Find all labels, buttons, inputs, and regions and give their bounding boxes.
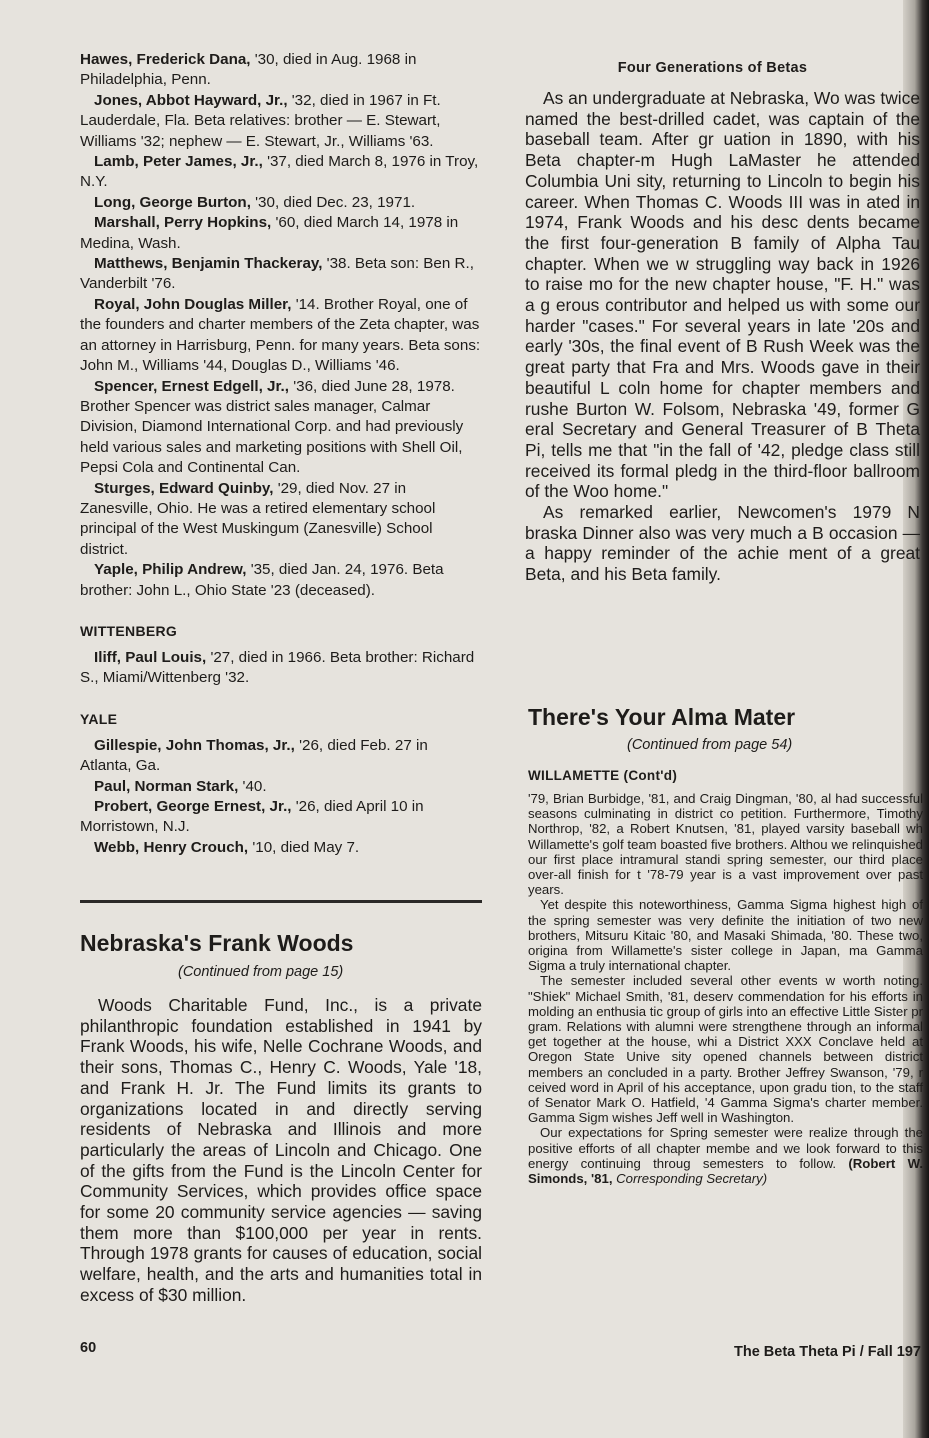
obituary-entry [80, 193, 482, 213]
obituary-entry [80, 91, 482, 152]
obituary-name: Royal, John Douglas Miller, [94, 295, 292, 313]
article-paragraph: Woods Charitable Fund, Inc., is a private philanthropic foundation established in 1941 by Frank Woods, his wife, Nelle Cochrane Woods, and their sons, Thomas C., Henry C. Woods, Yale '18, and Frank H. Jr. The Fund limits its grants to organizations located in and directly serving residents of Nebraska and Illinois and more particularly the areas of Lincoln and Chicago. One of the gifts from the Fund is the Lincoln Center for Community Services, which provides office space for some 20 community service agencies — saving them more than $100,000 per year in rents. Through 1978 grants for causes of education, social welfare, health, and the arts and humanities total in excess of $30 million. [80, 995, 482, 1305]
article-paragraph: Yet despite this noteworthiness, Gamma Sigma highest high of the spring semester was very definite the initiation of two new brothers, Mitsuru Kitaic '80, and Masaki Shimada, '80. These two, origina from Willamette's sister college in Japan, ma Gamma Sigma a truly international chapter. [528, 897, 923, 974]
obituary-details: '36, died June 28, 1978. Brother Spencer was district sales manager, Calmar Division, Diamond International Corp. and had previously held various sales and marketing positions with Shell Oil, Pepsi Cola and Continental Can. [80, 377, 464, 477]
obituary-name: Webb, Henry Crouch, [94, 838, 249, 856]
article-paragraph: Our expectations for Spring semester were realize through the positive efforts of all chapter membe and we look forward to this energy continuing throug semesters to follow. (Robert W. Simonds, '81, Corresponding Secretary) [528, 1125, 923, 1187]
section-heading-wittenberg: WITTENBERG [80, 622, 178, 639]
sidebar-body-four-generations [525, 88, 920, 585]
obituary-entry [80, 479, 482, 561]
obituary-name: Jones, Abbot Hayward, Jr., [94, 91, 288, 109]
obituary-entry [80, 736, 482, 777]
obituary-entry [80, 777, 482, 797]
obituary-details: '27, died in 1966. Beta brother: Richard S., Miami/Wittenberg '32. [80, 648, 475, 687]
article-body-alma-mater [528, 791, 923, 1186]
obituary-details: '26, died Feb. 27 in Atlanta, Ga. [80, 736, 428, 775]
obituary-entry [80, 648, 482, 689]
continued-note-nebraska: (Continued from page 15) [178, 964, 344, 980]
section-heading-yale: YALE [80, 710, 118, 727]
obituary-list-wittenberg [80, 648, 482, 689]
obituary-entry [80, 295, 482, 377]
article-title-nebraska: Nebraska's Frank Woods [80, 930, 354, 956]
sidebar-paragraph: As remarked earlier, Newcomen's 1979 N braska Dinner also was very much a B occasion — a happy reminder of the achie ment of a great Beta, and his Beta family. [525, 502, 920, 585]
obituary-entry [80, 254, 482, 295]
obituary-name: Gillespie, John Thomas, Jr., [94, 736, 295, 754]
section-heading-willamette: WILLAMETTE (Cont'd) [528, 768, 678, 783]
obituary-name: Yaple, Philip Andrew, [94, 561, 247, 579]
obituary-details: '37, died March 8, 1976 in Troy, N.Y. [80, 153, 479, 191]
obituary-name: Marshall, Perry Hopkins, [94, 214, 272, 232]
obituary-list [80, 50, 482, 601]
left-column [80, 50, 482, 858]
obituary-entry [80, 377, 482, 479]
continued-note-alma-mater: (Continued from page 54) [627, 737, 793, 753]
obituary-entry [80, 797, 482, 838]
signature-name: (Robert W. Simonds, '81, [528, 1155, 923, 1187]
obituary-details: '29, died Nov. 27 in Zanesville, Ohio. He was a retired elementary school principal of the West Muskingum (Zanesville) School district. [80, 479, 436, 558]
obituary-name: Paul, Norman Stark, [94, 777, 239, 795]
obituary-name: Lamb, Peter James, Jr., [94, 153, 263, 171]
obituary-details: '26, died April 10 in Morristown, N.J. [80, 798, 424, 836]
obituary-details: '10, died May 7. [248, 838, 360, 856]
article-paragraph: '79, Brian Burbidge, '81, and Craig Dingman, '80, al had successful seasons culminating in district co petition. Furthermore, Timothy Northrop, '82, a Robert Knutsen, '81, played varsity baseball wh Willamette's golf team boasted five brothers. Althou we relinquished our first place intramural standi spring semester, our third place over-all finish for t '78-79 year is a vast improvement over past years. [528, 791, 923, 898]
right-column [525, 60, 920, 585]
obituary-entry [80, 213, 482, 254]
section-divider-rule [80, 900, 482, 903]
obituary-details: '38. Beta son: Ben R., Vanderbilt '76. [80, 255, 474, 293]
signature-role: Corresponding Secretary) [612, 1171, 768, 1187]
obituary-name: Hawes, Frederick Dana, [80, 51, 251, 68]
obituary-name: Probert, George Ernest, Jr., [94, 798, 292, 815]
obituary-name: Long, George Burton, [94, 193, 251, 211]
obituary-name: Iliff, Paul Louis, [94, 648, 207, 666]
article-body-nebraska [80, 995, 482, 1306]
page-number: 60 [80, 1340, 97, 1356]
obituary-list-yale [80, 736, 482, 858]
sidebar-title-four-generations: Four Generations of Betas [617, 60, 808, 76]
obituary-entry [80, 152, 482, 193]
obituary-name: Matthews, Benjamin Thackeray, [94, 255, 323, 273]
obituary-entry [80, 50, 482, 91]
obituary-details: '14. Brother Royal, one of the founders and charter members of the Zeta chapter, was an attorney in Harrisburg, Penn. for many years. Beta sons: John M., Williams '44, Douglas D., Williams '46. [80, 295, 481, 375]
obituary-details: '60, died March 14, 1978 in Medina, Wash. [80, 214, 459, 252]
magazine-footer: The Beta Theta Pi / Fall 197 [734, 1344, 921, 1360]
obituary-name: Spencer, Ernest Edgell, Jr., [94, 377, 289, 395]
obituary-details: '30, died Dec. 23, 1971. [250, 193, 416, 211]
sidebar-paragraph: As an undergraduate at Nebraska, Wo was twice named the best-drilled cadet, was captain of the baseball team. After gr uation in 1890, with his Beta chapter-m Hugh LaMaster he attended Columbia Uni sity, returning to Lincoln to begin his career. When Thomas C. Woods III was in ated in 1974, Frank Woods and his desc dents became the first four-generation B family of Alpha Tau chapter. When we w struggling way back in 1926 to raise mo for the new chapter house, "F. H." was a g erous contributor and helped us with some our harder "cases." For several years in late '20s and early '30s, the final event of B Rush Week was the great party that Fra and Mrs. Woods gave in their beautiful L coln home for chapter members and rushe Burton W. Folsom, Nebraska '49, former G eral Secretary and General Treasurer of B Theta Pi, tells me that "in the fall of '42, pledge class still received its formal pledg in the third-floor ballroom of the Woo home." [525, 88, 920, 502]
article-title-alma-mater: There's Your Alma Mater [528, 704, 796, 730]
obituary-name: Sturges, Edward Quinby, [94, 479, 274, 497]
obituary-entry [80, 560, 482, 601]
obituary-details: '40. [238, 777, 267, 795]
obituary-details: '30, died in Aug. 1968 in Philadelphia, Penn. [80, 51, 417, 89]
obituary-details: '32, died in 1967 in Ft. Lauderdale, Fla. Beta relatives: brother — E. Stewart, Williams '32; nephew — E. Stewart, Jr., Williams '63. [80, 91, 441, 150]
obituary-details: '35, died Jan. 24, 1976. Beta brother: John L., Ohio State '23 (deceased). [80, 561, 444, 599]
obituary-entry [80, 838, 482, 858]
article-paragraph: The semester included several other events w worth noting. "Shiek" Michael Smith, '81, deserv commendation for his efforts in molding an enthusia tic group of girls into an effective Little Sister pr gram. Relations with alumni were strengthene through an informal get together at the house, whi a District XXX Conclave held at Oregon State Unive sity opened channels between district members an concluded in a party. Brother Jeffrey Swanson, '79, r ceived word in April of his acceptance, upon gradu tion, to the staff of Senator Mark O. Hatfield, '4 Gamma Sigma's charter member. Gamma Sigm wishes Jeff well in Washington. [528, 973, 923, 1126]
